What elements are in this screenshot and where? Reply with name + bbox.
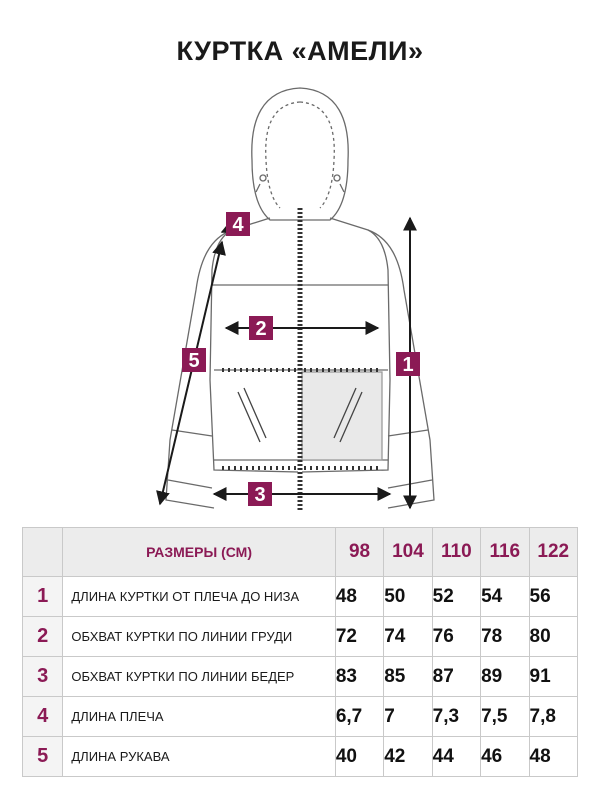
row-value: 56 [529,577,578,617]
row-number: 1 [23,577,63,617]
header-sizes-label: РАЗМЕРЫ (СМ) [63,528,335,577]
row-measurement-name: ОБХВАТ КУРТКИ ПО ЛИНИИ БЕДЕР [63,657,335,697]
row-value: 76 [432,617,480,657]
row-value: 7,3 [432,697,480,737]
row-value: 40 [335,737,383,777]
row-value: 85 [384,657,432,697]
row-value: 6,7 [335,697,383,737]
row-value: 80 [529,617,578,657]
row-number: 4 [23,697,63,737]
page-title: КУРТКА «АМЕЛИ» [176,36,424,66]
row-value: 91 [529,657,578,697]
table-row [23,657,578,697]
row-value: 50 [384,577,432,617]
row-measurement-name: ДЛИНА КУРТКИ ОТ ПЛЕЧА ДО НИЗА [63,577,335,617]
row-value: 78 [481,617,529,657]
row-number: 3 [23,657,63,697]
row-measurement-name: ДЛИНА РУКАВА [63,737,335,777]
row-value: 83 [335,657,383,697]
header-size-122: 122 [529,528,578,577]
marker-1 [396,352,420,376]
size-table [22,527,578,777]
row-value: 7 [384,697,432,737]
row-number: 5 [23,737,63,777]
svg-text:2: 2 [255,318,267,340]
row-value: 87 [432,657,480,697]
table-row [23,697,578,737]
row-measurement-name: ОБХВАТ КУРТКИ ПО ЛИНИИ ГРУДИ [63,617,335,657]
row-value: 7,8 [529,697,578,737]
svg-text:3: 3 [254,484,266,506]
row-number: 2 [23,617,63,657]
jacket-illustration [0,80,600,520]
svg-text:4: 4 [232,214,244,236]
svg-text:1: 1 [402,354,414,376]
row-value: 46 [481,737,529,777]
table-row [23,737,578,777]
marker-5 [182,348,206,372]
jacket-drawing [0,80,600,520]
header-size-98: 98 [335,528,383,577]
marker-2 [249,316,273,340]
row-value: 7,5 [481,697,529,737]
marker-4 [226,212,250,236]
table-row [23,577,578,617]
row-value: 52 [432,577,480,617]
row-value: 48 [529,737,578,777]
header-size-104: 104 [384,528,432,577]
svg-text:5: 5 [188,350,200,372]
header-blank-cell [23,528,63,577]
table-row [23,617,578,657]
header-size-116: 116 [481,528,529,577]
row-value: 72 [335,617,383,657]
row-value: 42 [384,737,432,777]
row-value: 48 [335,577,383,617]
header-size-110: 110 [432,528,480,577]
row-measurement-name: ДЛИНА ПЛЕЧА [63,697,335,737]
hood-outline [252,88,348,220]
row-value: 54 [481,577,529,617]
marker-3 [248,482,272,506]
row-value: 44 [432,737,480,777]
arrow-5 [160,242,222,504]
row-value: 89 [481,657,529,697]
size-table-header [23,528,578,577]
row-value: 74 [384,617,432,657]
